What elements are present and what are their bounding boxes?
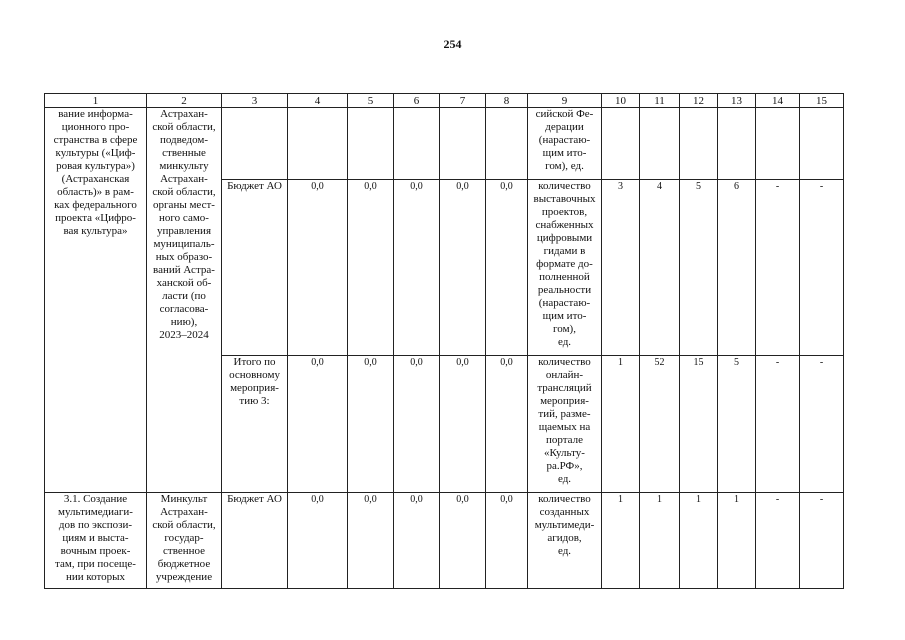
header-col-12: 12 [680,94,718,108]
amount-cell: 0,0 [394,180,440,356]
value-cell [640,108,680,180]
value-cell [602,108,640,180]
amount-cell [348,108,394,180]
value-cell: 15 [680,356,718,493]
header-col-7: 7 [440,94,486,108]
value-cell: - [800,356,844,493]
amount-cell [288,108,348,180]
header-col-15: 15 [800,94,844,108]
amount-cell: 0,0 [348,493,394,589]
amount-cell: 0,0 [348,180,394,356]
amount-cell: 0,0 [486,493,528,589]
value-cell: 6 [718,180,756,356]
value-cell: - [756,180,800,356]
page-number: 254 [443,37,462,51]
amount-cell: 0,0 [288,180,348,356]
header-col-1: 1 [45,94,147,108]
value-cell: 3 [602,180,640,356]
amount-cell: 0,0 [440,180,486,356]
header-col-14: 14 [756,94,800,108]
value-cell [756,108,800,180]
value-cell: 1 [640,493,680,589]
header-col-9: 9 [528,94,602,108]
value-cell [718,108,756,180]
amount-cell: 0,0 [440,493,486,589]
amount-cell [486,108,528,180]
header-col-6: 6 [394,94,440,108]
value-cell: 52 [640,356,680,493]
header-col-4: 4 [288,94,348,108]
executor-cell: Астрахан- ской области, подведом- ственные минкульту Астрахан- ской области, органы мест- ного само- управления муниципаль- ных образо- ваний Астра- ханской об- ласти (по согласова- нию), 2023–2024 [147,108,222,493]
executor-cell: Минкульт Астрахан- ской области, государ- ственное бюджетное учреждение [147,493,222,589]
value-cell: - [800,180,844,356]
value-cell: 1 [602,356,640,493]
header-col-10: 10 [602,94,640,108]
funding-source-cell: Итого по основному мероприя- тию 3: [222,356,288,493]
indicator-cell: сийской Фе- дерации (нарастаю- щим ито- гом), ед. [528,108,602,180]
amount-cell: 0,0 [348,356,394,493]
header-row [45,94,844,108]
indicator-cell: количество онлайн- трансляций мероприя- тий, разме- щаемых на портале «Культу- ра.РФ», ед. [528,356,602,493]
value-cell: 1 [718,493,756,589]
value-cell: - [800,493,844,589]
header-col-11: 11 [640,94,680,108]
amount-cell: 0,0 [486,180,528,356]
funding-source-cell [222,108,288,180]
amount-cell [440,108,486,180]
amount-cell: 0,0 [288,493,348,589]
value-cell: - [756,356,800,493]
indicator-cell: количество созданных мультимеди- агидов, ед. [528,493,602,589]
table-row [45,493,844,589]
funding-source-cell: Бюджет АО [222,493,288,589]
amount-cell [394,108,440,180]
value-cell: 1 [602,493,640,589]
amount-cell: 0,0 [394,493,440,589]
value-cell: 5 [680,180,718,356]
indicator-cell: количество выставочных проектов, снабженных цифровыми гидами в формате до- полненной реальности (нарастаю- щим ито- гом), ед. [528,180,602,356]
header-col-13: 13 [718,94,756,108]
amount-cell: 0,0 [486,356,528,493]
event-name-cell: 3.1. Создание мультимедиаги- дов по экспози- циям и выста- вочным проек- там, при посеще- нии которых [45,493,147,589]
header-col-2: 2 [147,94,222,108]
amount-cell: 0,0 [288,356,348,493]
value-cell: 4 [640,180,680,356]
header-col-8: 8 [486,94,528,108]
table-row [45,108,844,180]
event-name-cell: вание информа- ционного про- странства в сфере культуры («Циф- ровая культура») (Астраханская область)» в рам- ках федерального проекта «Цифро- вая культура» [45,108,147,493]
value-cell: 1 [680,493,718,589]
header-col-5: 5 [348,94,394,108]
value-cell: 5 [718,356,756,493]
header-col-3: 3 [222,94,288,108]
budget-table [44,93,844,589]
funding-source-cell: Бюджет АО [222,180,288,356]
value-cell [800,108,844,180]
value-cell: - [756,493,800,589]
value-cell [680,108,718,180]
amount-cell: 0,0 [394,356,440,493]
amount-cell: 0,0 [440,356,486,493]
